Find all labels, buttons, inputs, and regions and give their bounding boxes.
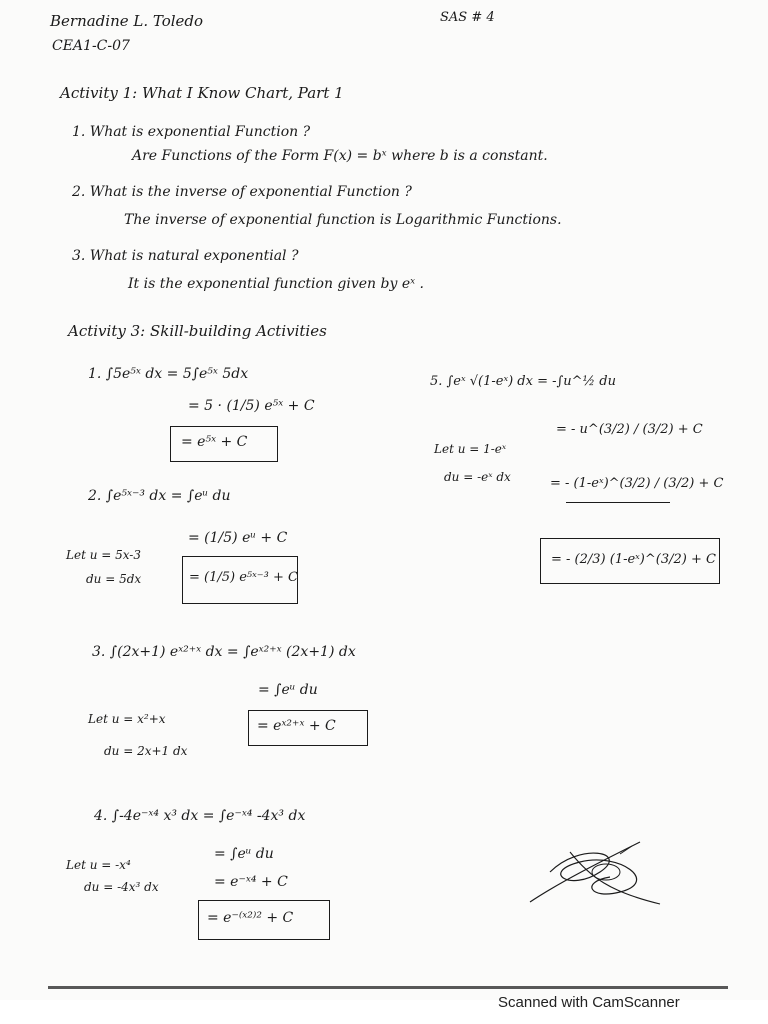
problem3-substitution-du: du = 2x+1 dx bbox=[104, 744, 188, 758]
problem1-answer: = e⁵ˣ + C bbox=[181, 434, 248, 450]
problem4-line3: = e⁻ˣ⁴ + C bbox=[214, 874, 288, 890]
problem5-substitution-du: du = -eˣ dx bbox=[444, 470, 511, 484]
problem3-line1: 3. ∫(2x+1) eˣ²⁺ˣ dx = ∫eˣ²⁺ˣ (2x+1) dx bbox=[92, 644, 356, 660]
problem3-substitution-u: Let u = x²+x bbox=[88, 712, 166, 726]
problem3-answer: = eˣ²⁺ˣ + C bbox=[257, 718, 336, 734]
problem2-substitution-du: du = 5dx bbox=[86, 572, 142, 586]
problem5-substitution-u: Let u = 1-eˣ bbox=[434, 442, 507, 456]
problem4-answer-box bbox=[198, 900, 330, 940]
sas-number: SAS # 4 bbox=[440, 10, 495, 25]
problem5-line1: 5. ∫eˣ √(1-eˣ) dx = -∫u^½ du bbox=[430, 374, 616, 389]
page-bottom-edge bbox=[48, 986, 728, 989]
problem4-line2: = ∫eᵘ du bbox=[214, 846, 274, 862]
problem5-line2: = - u^(3/2) / (3/2) + C bbox=[556, 422, 703, 437]
problem3-answer-box bbox=[248, 710, 368, 746]
activity1-answer-3: It is the exponential function given by eˣ . bbox=[128, 276, 424, 292]
problem4-substitution-du: du = -4x³ dx bbox=[84, 880, 159, 894]
activity1-question-2: 2. What is the inverse of exponential Function ? bbox=[72, 184, 412, 200]
activity1-answer-1: Are Functions of the Form F(x) = bˣ where b is a constant. bbox=[132, 148, 548, 164]
problem1-line2: = 5 · (1/5) e⁵ˣ + C bbox=[188, 398, 315, 414]
problem4-substitution-u: Let u = -x⁴ bbox=[66, 858, 131, 872]
problem2-line2: = (1/5) eᵘ + C bbox=[188, 530, 288, 546]
scanner-watermark: Scanned with CamScanner bbox=[498, 994, 680, 1011]
problem3-line2: = ∫eᵘ du bbox=[258, 682, 318, 698]
activity1-question-3: 3. What is natural exponential ? bbox=[72, 248, 299, 264]
student-section: CEA1-C-07 bbox=[52, 38, 130, 54]
problem2-answer-box bbox=[182, 556, 298, 604]
activity1-answer-2: The inverse of exponential function is Logarithmic Functions. bbox=[124, 212, 562, 228]
problem4-answer: = e⁻⁽ˣ²⁾² + C bbox=[207, 910, 294, 926]
problem1-line1: 1. ∫5e⁵ˣ dx = 5∫e⁵ˣ 5dx bbox=[88, 366, 249, 382]
student-name: Bernadine L. Toledo bbox=[50, 12, 204, 30]
problem5-answer: = - (2/3) (1-eˣ)^(3/2) + C bbox=[551, 552, 716, 567]
problem5-answer-box bbox=[540, 538, 720, 584]
problem2-answer: = (1/5) e⁵ˣ⁻³ + C bbox=[189, 570, 298, 585]
problem5-line3: = - (1-eˣ)^(3/2) / (3/2) + C bbox=[550, 476, 724, 491]
problem5-fraction-bar bbox=[566, 502, 670, 503]
activity1-title: Activity 1: What I Know Chart, Part 1 bbox=[60, 84, 344, 102]
signature bbox=[520, 832, 670, 912]
problem2-line1: 2. ∫e⁵ˣ⁻³ dx = ∫eᵘ du bbox=[88, 488, 231, 504]
problem1-answer-box bbox=[170, 426, 278, 462]
problem2-substitution-u: Let u = 5x-3 bbox=[66, 548, 141, 562]
problem4-line1: 4. ∫-4e⁻ˣ⁴ x³ dx = ∫e⁻ˣ⁴ -4x³ dx bbox=[94, 808, 306, 824]
activity3-title: Activity 3: Skill-building Activities bbox=[68, 322, 327, 340]
activity1-question-1: 1. What is exponential Function ? bbox=[72, 124, 311, 140]
